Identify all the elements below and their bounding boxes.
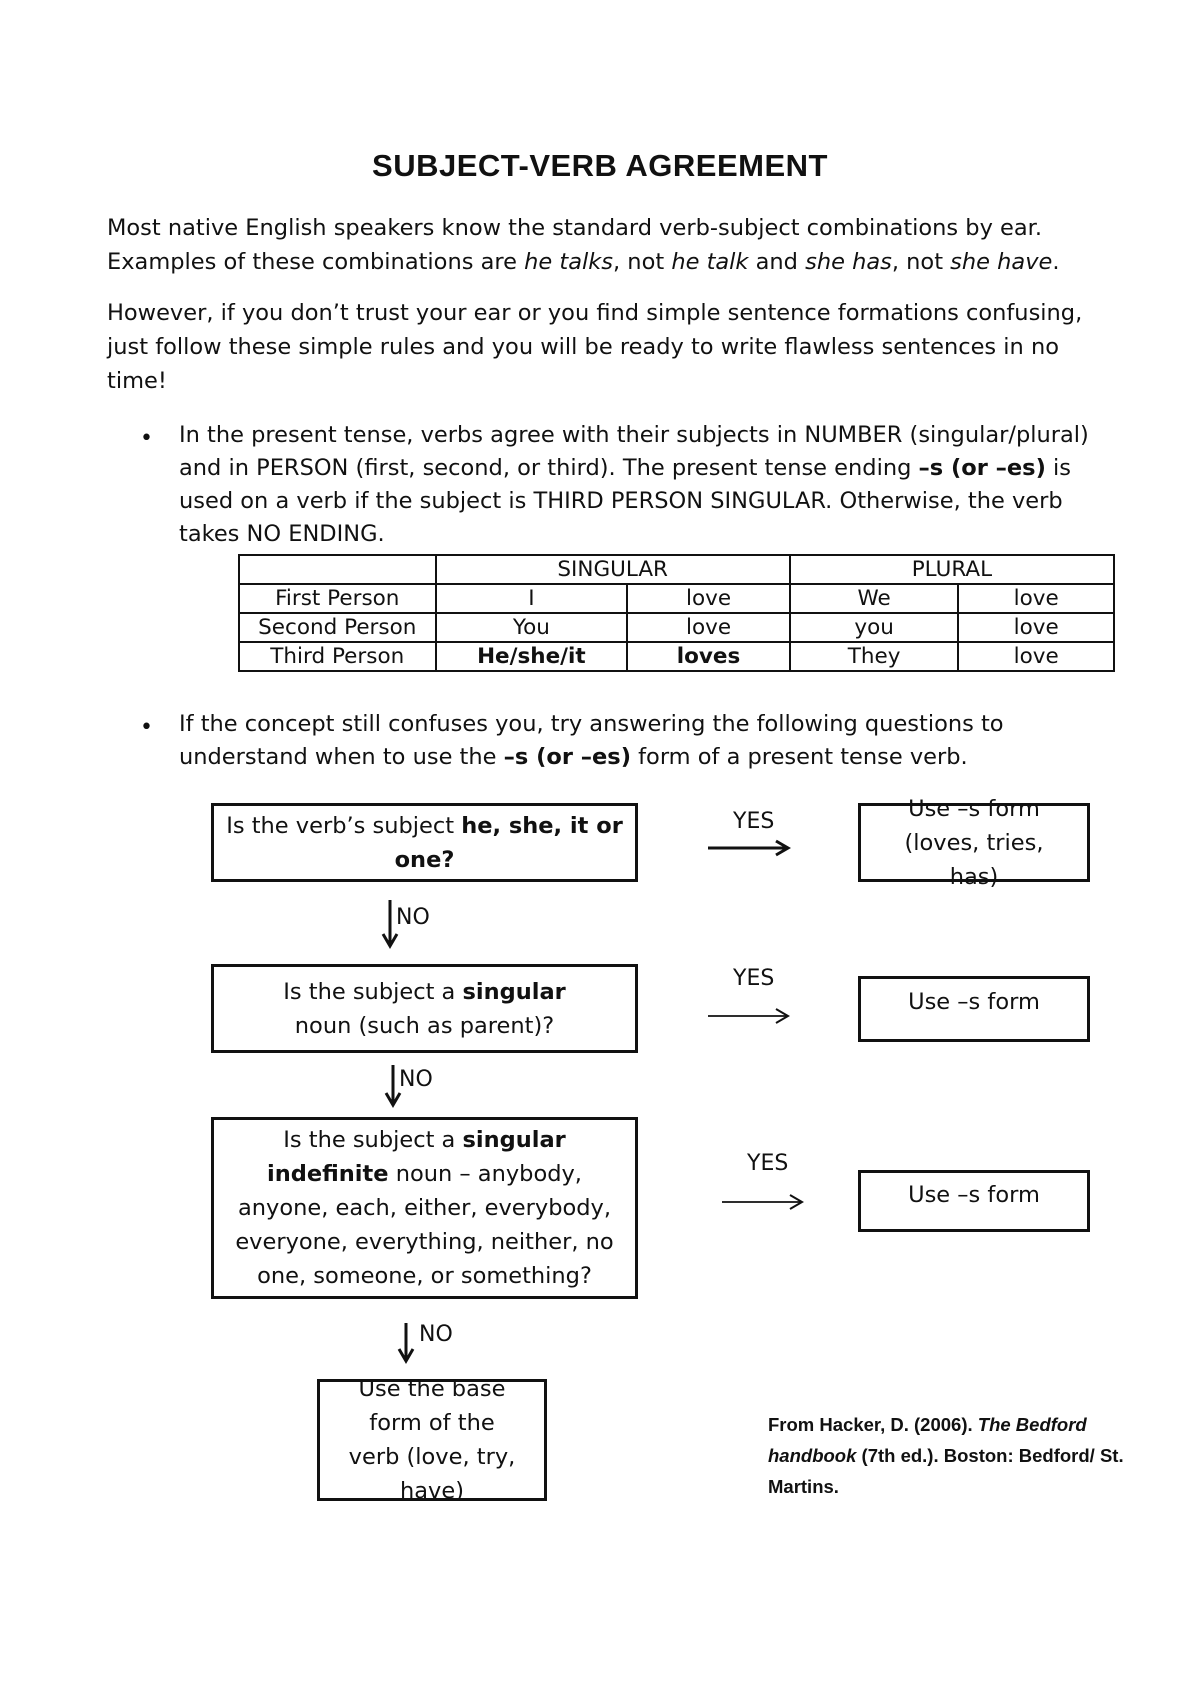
yes-label-1: YES [733,809,775,834]
answer-2-box [858,976,1090,1042]
right-arrow-icon [708,838,794,858]
singular-verb: love [627,584,790,613]
text: Is the verb’s subject [226,812,462,839]
emphasis: he, she, it or one? [394,812,623,873]
text: form of a present tense verb. [630,744,968,770]
example: he talk [671,249,749,275]
plural-subject: They [790,642,959,671]
text: Is the subject a [283,1127,463,1153]
header-plural: PLURAL [790,555,1114,584]
person-label: First Person [239,584,436,613]
person-label: Second Person [239,613,436,642]
text: In the present tense, verbs agree with their subjects in NUMBER (singular/plural) and in PERSON (first, second, or third). The present tense ending [179,422,1089,481]
singular-subject: He/she/it [436,642,628,671]
answer-3-box [858,1170,1090,1232]
no-label-2: NO [399,1067,433,1092]
page-title: SUBJECT-VERB AGREEMENT [372,148,828,183]
emphasis: –s (or –es) [503,744,631,770]
singular-subject: I [436,584,628,613]
text: From Hacker, D. (2006). [768,1414,978,1435]
emphasis: singular indefinite [267,1127,566,1187]
bullet-1-marker: • [140,426,153,451]
header-blank [239,555,436,584]
answer-1-text: Use –s form (loves, tries, has) [904,795,1044,890]
citation [768,1409,1128,1502]
example: he talks [524,249,613,275]
text: and [748,249,806,275]
intro-paragraph [107,211,1107,279]
table-header-row [239,555,1114,584]
question-1-text [214,809,635,877]
table-row [239,584,1114,613]
text: (7th ed.). Boston: Bedford/ St. Martins. [768,1445,1124,1497]
conjugation-table [238,554,1115,672]
base-form-box [317,1376,547,1504]
no-label-1: NO [396,905,430,930]
bullet-2-text [179,708,1109,774]
text: is used on a verb if the subject is THIRD PERSON SINGULAR. Otherwise, the verb takes NO ENDING. [179,455,1071,547]
intro-line-2 [107,245,1107,279]
down-arrow-icon [396,1323,416,1365]
plural-verb: love [958,584,1114,613]
question-3-text [214,1123,635,1293]
yes-label-2: YES [733,966,775,991]
table-row [239,642,1114,671]
table-row [239,613,1114,642]
singular-verb: loves [627,642,790,671]
header-singular: SINGULAR [436,555,790,584]
emphasis: singular [462,978,566,1005]
right-arrow-icon [708,1006,794,1026]
person-label: Third Person [239,642,436,671]
example: she have [950,249,1053,275]
yes-label-3: YES [747,1151,789,1176]
text: If the concept still confuses you, try answering the following questions to understand when to use the [179,711,1004,770]
base-form-text: Use the base form of the verb (love, try, have) [348,1376,516,1504]
no-label-3: NO [419,1322,453,1347]
question-2-box [211,964,638,1053]
text: , not [891,249,951,275]
plural-subject: you [790,613,959,642]
singular-subject: You [436,613,628,642]
right-arrow-icon [722,1192,808,1212]
plural-verb: love [958,642,1114,671]
text: noun – anybody, anyone, each, either, everybody, everyone, everything, neither, no one, someone, or something? [235,1161,614,1289]
intro-line-1: Most native English speakers know the standard verb-subject combinations by ear. [107,215,1043,241]
question-1-box [211,803,638,882]
text: Is the subject a [283,978,463,1005]
plural-verb: love [958,613,1114,642]
answer-2-text: Use –s form [908,989,1040,1015]
question-2-text [214,975,635,1043]
bullet-2-marker: • [140,715,153,740]
answer-3-text: Use –s form [908,1182,1040,1208]
text: . [1052,249,1060,275]
plural-subject: We [790,584,959,613]
answer-1-box [858,795,1090,890]
example: she has [805,249,892,275]
bullet-1-text [179,419,1109,551]
book-title: The Bedford handbook [768,1414,1087,1466]
emphasis: –s (or –es) [918,455,1046,481]
text: Examples of these combinations are [107,249,525,275]
question-3-box [211,1117,638,1299]
singular-verb: love [627,613,790,642]
text: , not [613,249,672,275]
text: noun (such as parent)? [294,1012,555,1039]
however-paragraph: However, if you don’t trust your ear or you find simple sentence formations confusing, just follow these simple rules and you will be ready to write flawless sentences in no time! [107,300,1083,394]
